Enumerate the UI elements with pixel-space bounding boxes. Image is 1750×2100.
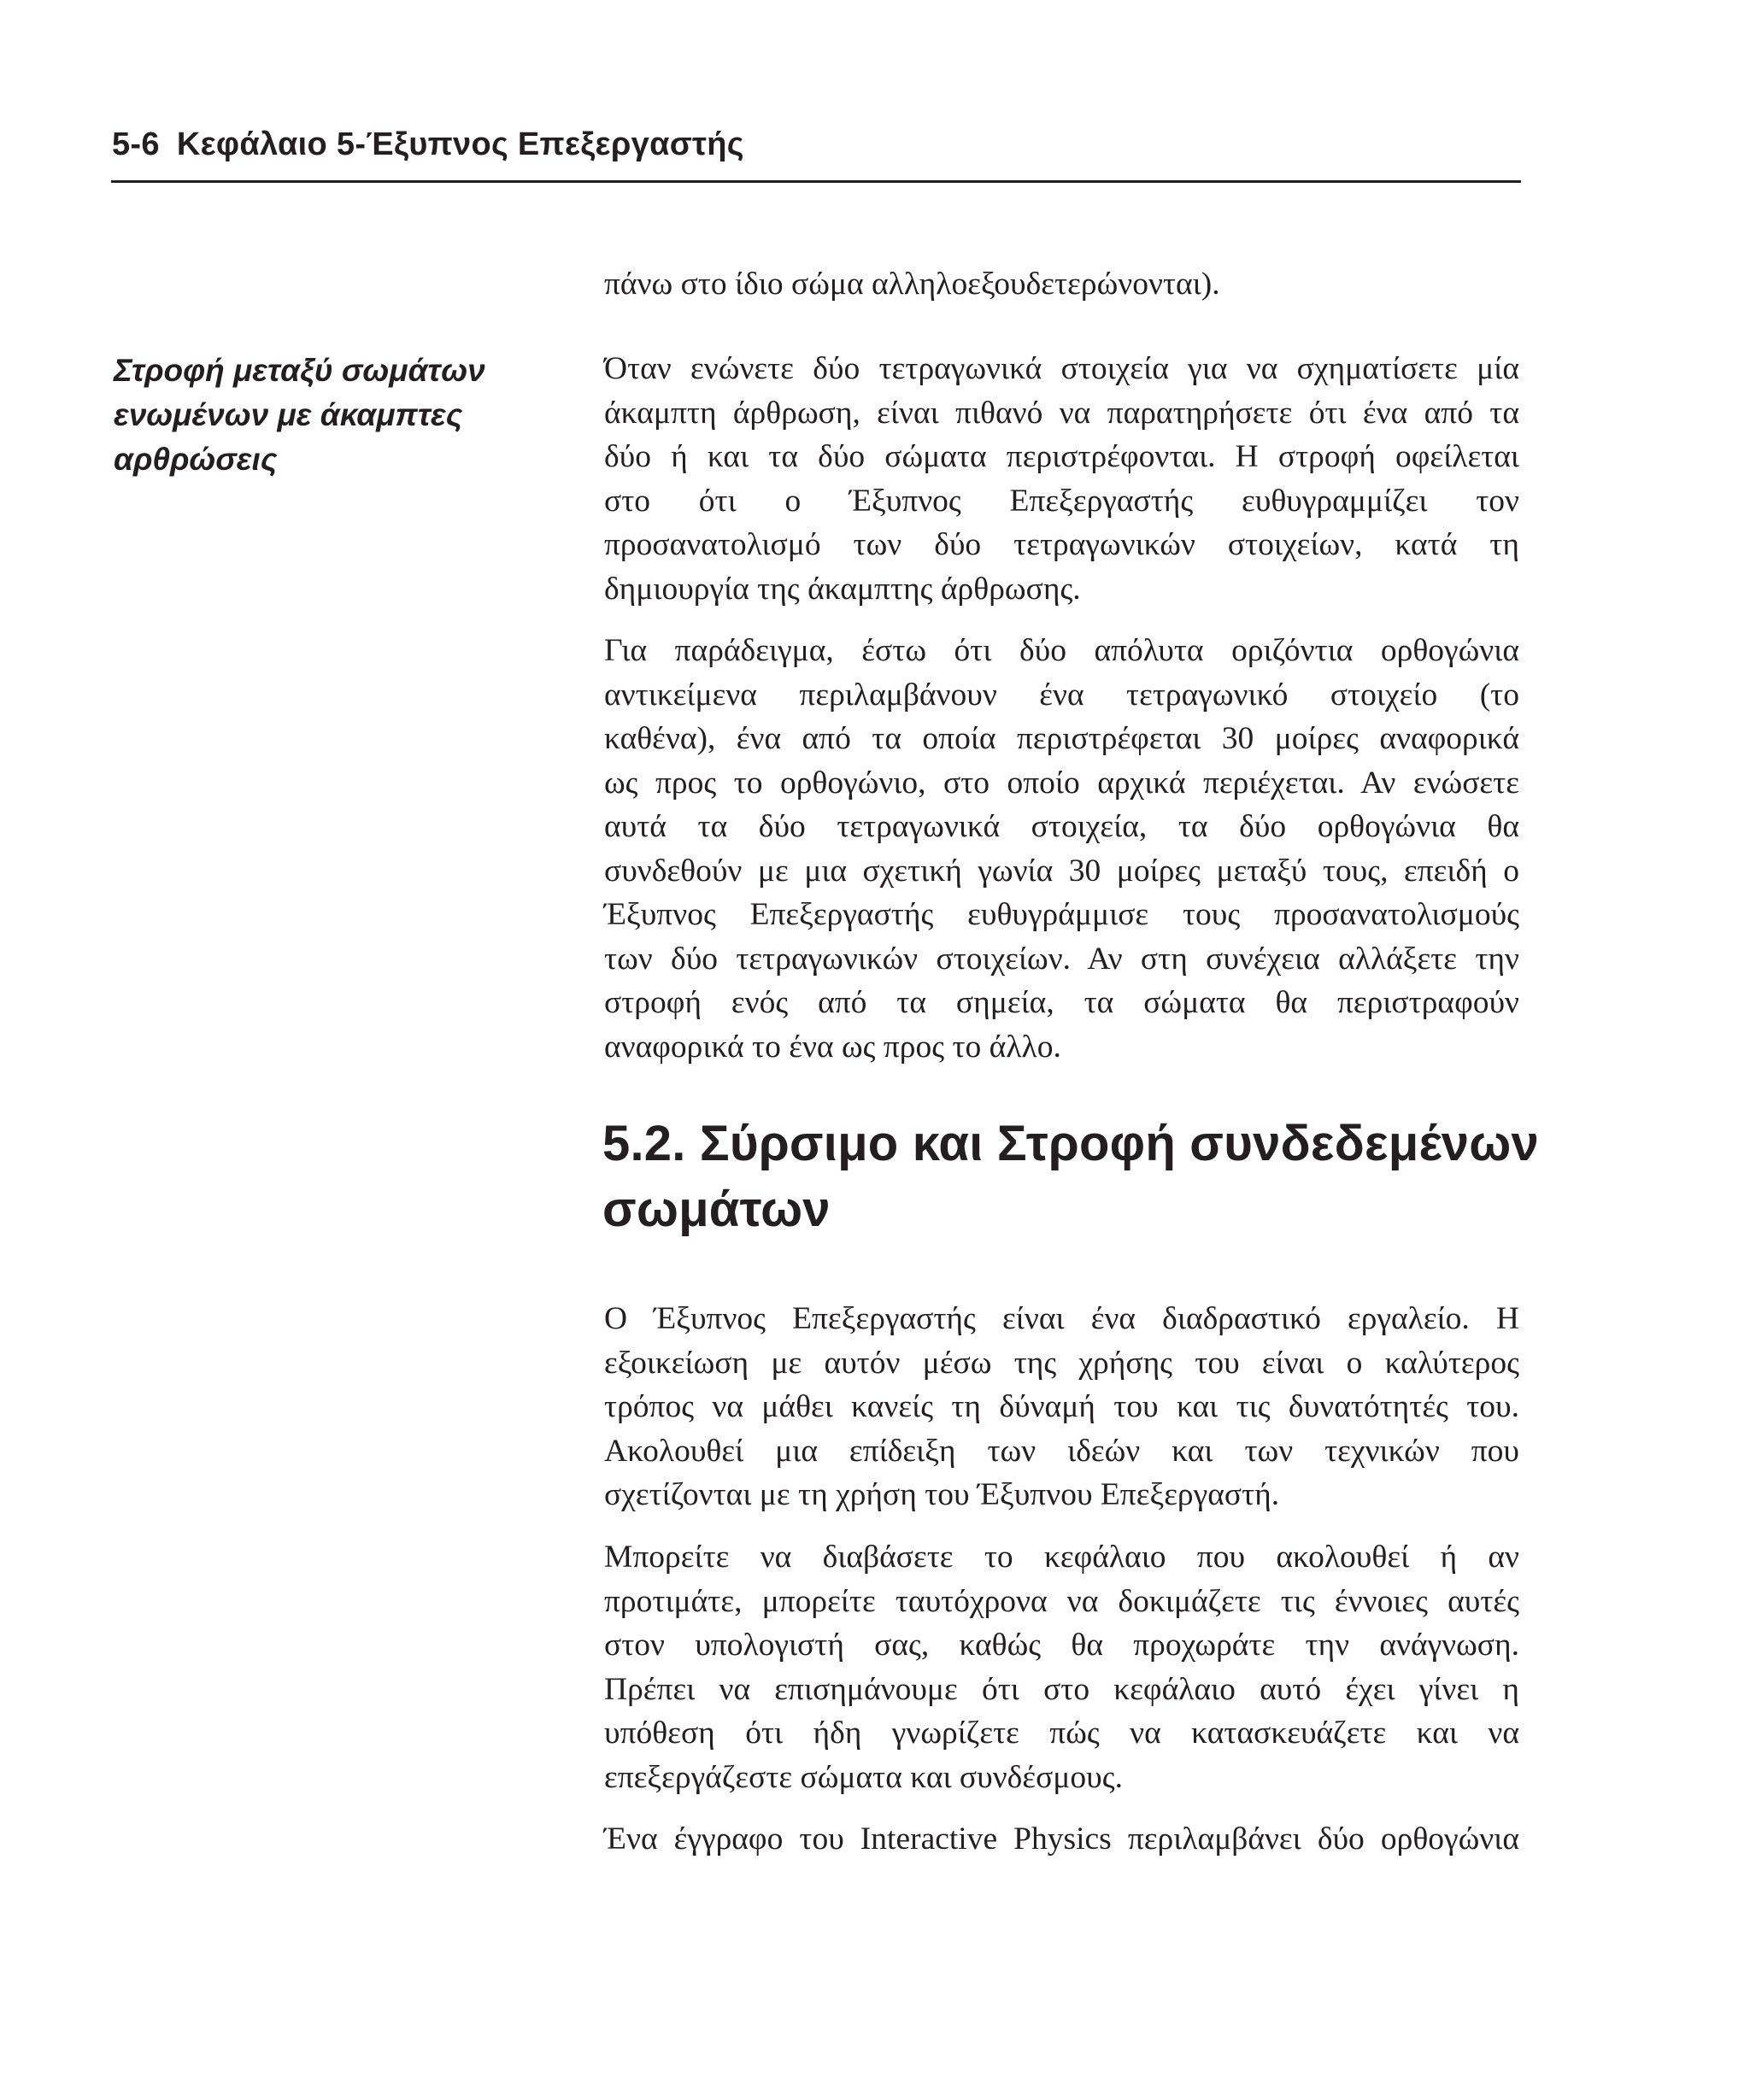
text-line: άκαμπτη άρθρωση, είναι πιθανό να παρατηρήσετε ότι ένα από τα xyxy=(604,395,1519,431)
text-line: αναφορικά το ένα ως προς το άλλο. xyxy=(604,1029,1061,1065)
margin-note-line: Στροφή μεταξύ σωμάτων xyxy=(114,353,485,388)
text-line: στροφή ενός από τα σημεία, τα σώματα θα περιστραφούν xyxy=(604,985,1519,1020)
text-line: Ακολουθεί μια επίδειξη των ιδεών και των τεχνικών που xyxy=(604,1433,1519,1469)
paragraph-reading-note xyxy=(604,1535,1519,1799)
margin-note-line: ενωμένων με άκαμπτες xyxy=(114,397,463,432)
paragraph-example xyxy=(604,629,1519,1069)
page-number: 5-6 xyxy=(112,126,160,162)
margin-note-line: αρθρώσεις xyxy=(114,442,278,477)
text-line: δημιουργία της άκαμπτης άρθρωσης. xyxy=(604,571,1081,607)
text-line: σχετίζονται με τη χρήση του Έξυπνου Επεξεργαστή. xyxy=(604,1477,1280,1512)
chapter-title: Κεφάλαιο 5-Έξυπνος Επεξεργαστής xyxy=(176,126,744,162)
text-line: πάνω στο ίδιο σώμα αλληλοεξουδετερώνονται). xyxy=(604,267,1220,302)
paragraph-document-start xyxy=(604,1817,1519,1862)
header-rule xyxy=(111,180,1521,183)
text-line: ως προς το ορθογώνιο, στο οποίο αρχικά περιέχεται. Αν ενώσετε xyxy=(604,765,1519,801)
text-line: Ο Έξυπνος Επεξεργαστής είναι ένα διαδραστικό εργαλείο. Η xyxy=(604,1301,1519,1336)
text-line: Όταν ενώνετε δύο τετραγωνικά στοιχεία για να σχηματίσετε μία xyxy=(604,351,1519,386)
section-heading-line: 5.2. Σύρσιμο και Στροφή συνδεδεμένων xyxy=(602,1116,1539,1171)
text-line: Ένα έγγραφο του Interactive Physics περιλαμβάνει δύο ορθογώνια xyxy=(604,1821,1519,1857)
text-line: επεξεργάζεστε σώματα και συνδέσμους. xyxy=(604,1759,1123,1795)
running-header xyxy=(112,128,744,161)
text-line: προτιμάτε, μπορείτε ταυτόχρονα να δοκιμάζετε τις έννοιες αυτές xyxy=(604,1583,1519,1619)
text-line: εξοικείωση με αυτόν μέσω της χρήσης του είναι ο καλύτερος xyxy=(604,1345,1519,1381)
text-line: Μπορείτε να διαβάσετε το κεφάλαιο που ακολουθεί ή αν xyxy=(604,1540,1519,1575)
text-line: τρόπος να μάθει κανείς τη δύναμή του και τις δυνατότητές του. xyxy=(604,1389,1519,1424)
text-line: συνδεθούν με μια σχετική γωνία 30 μοίρες μεταξύ τους, επειδή ο xyxy=(604,853,1519,889)
margin-note xyxy=(114,349,558,482)
continuation-paragraph xyxy=(604,262,1519,307)
section-heading-line: σωμάτων xyxy=(602,1182,831,1237)
paragraph-rigid-joint-rotation xyxy=(604,347,1519,611)
text-line: αυτά τα δύο τετραγωνικά στοιχεία, τα δύο ορθογώνια θα xyxy=(604,809,1519,844)
text-line: Για παράδειγμα, έστω ότι δύο απόλυτα οριζόντια ορθογώνια xyxy=(604,633,1519,668)
text-line: στο ότι ο Έξυπνος Επεξεργαστής ευθυγραμμίζει τον xyxy=(604,483,1519,519)
text-line: αντικείμενα περιλαμβάνουν ένα τετραγωνικό στοιχείο (το xyxy=(604,677,1519,713)
section-heading xyxy=(602,1111,1539,1242)
text-line: καθένα), ένα από τα οποία περιστρέφεται 30 μοίρες αναφορικά xyxy=(604,721,1519,756)
text-line: Έξυπνος Επεξεργαστής ευθυγράμμισε τους προσανατολισμούς xyxy=(604,897,1519,932)
paragraph-interactive-tool xyxy=(604,1297,1519,1517)
text-line: δύο ή και τα δύο σώματα περιστρέφονται. Η στροφή οφείλεται xyxy=(604,439,1519,474)
text-line: στον υπολογιστή σας, καθώς θα προχωράτε την ανάγνωση. xyxy=(604,1628,1519,1663)
text-line: υπόθεση ότι ήδη γνωρίζετε πώς να κατασκευάζετε και να xyxy=(604,1716,1519,1751)
text-line: προσανατολισμό των δύο τετραγωνικών στοιχείων, κατά τη xyxy=(604,527,1519,562)
text-line: Πρέπει να επισημάνουμε ότι στο κεφάλαιο αυτό έχει γίνει η xyxy=(604,1671,1519,1707)
text-line: των δύο τετραγωνικών στοιχείων. Αν στη συνέχεια αλλάξετε την xyxy=(604,941,1519,977)
